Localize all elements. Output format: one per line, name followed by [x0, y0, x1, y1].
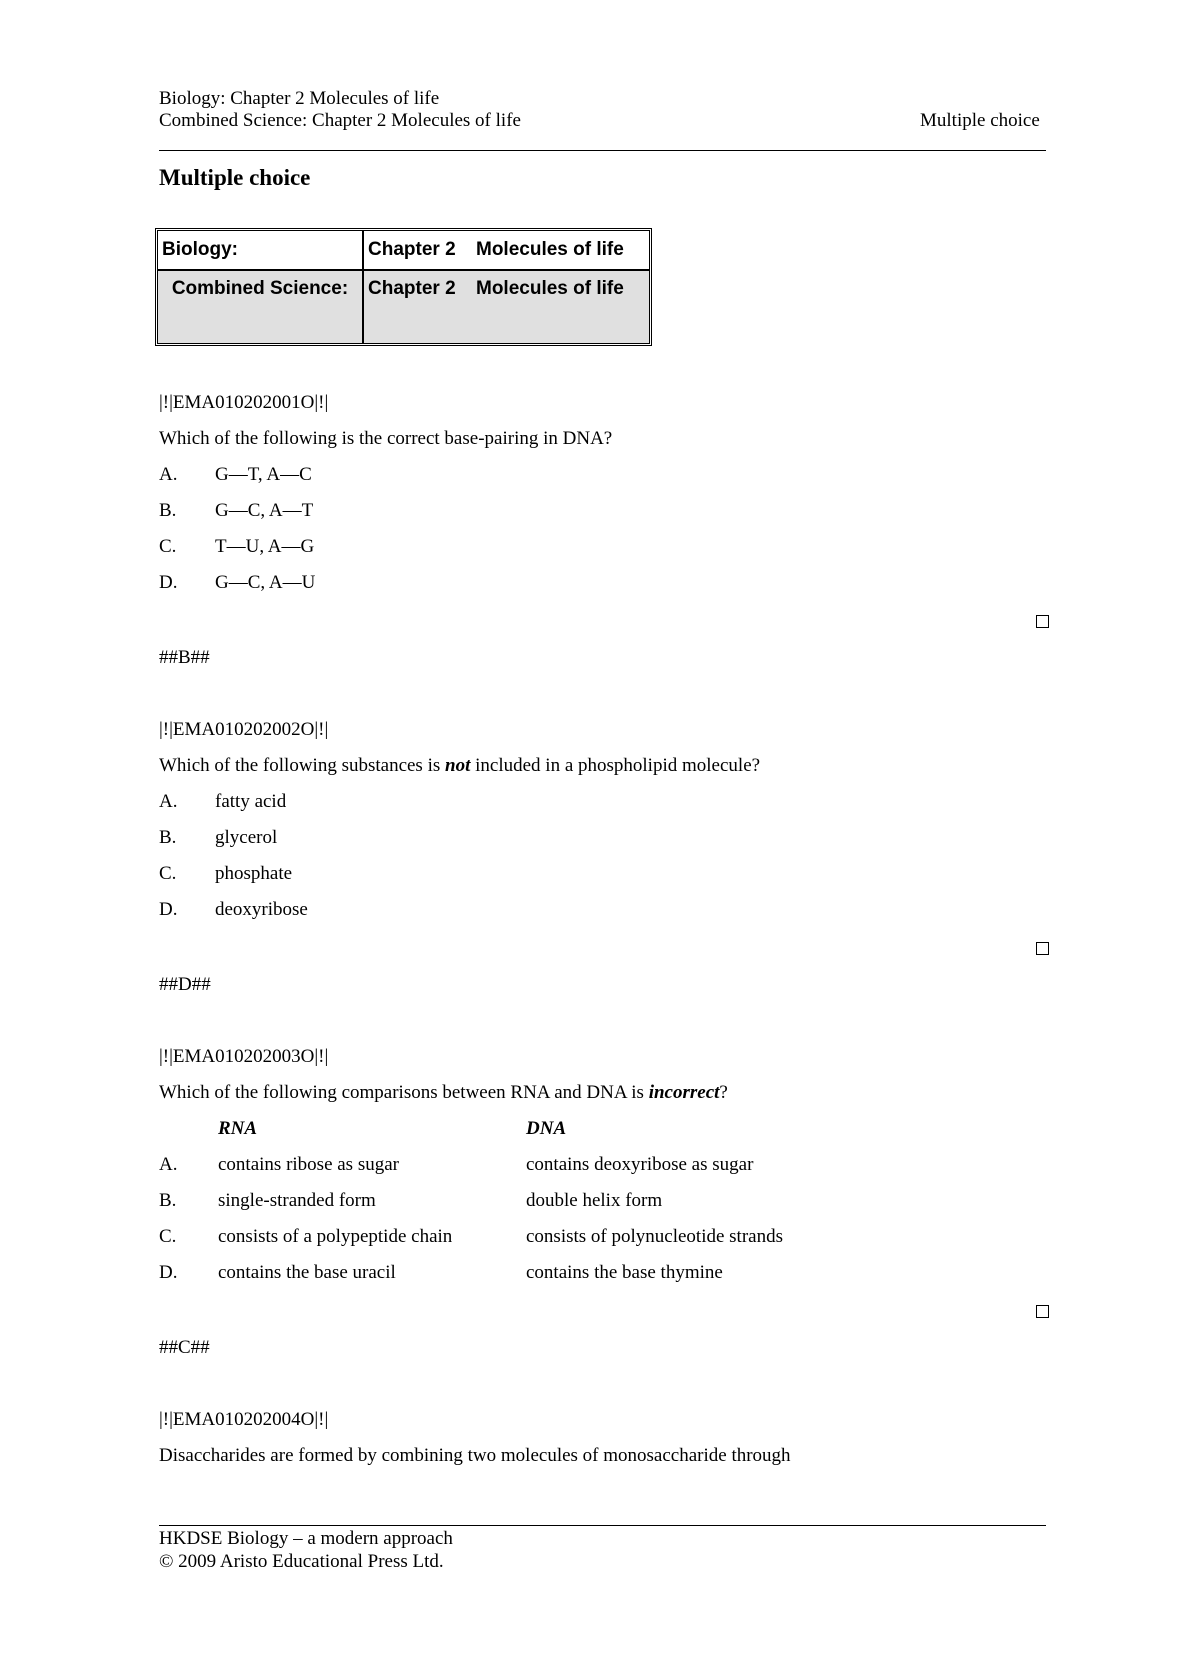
- stem-emphasis: incorrect: [648, 1082, 720, 1103]
- option-letter: A.: [159, 791, 178, 812]
- header-line-combined-science: Combined Science: Chapter 2 Molecules of life: [159, 110, 521, 131]
- option-text: T—U, A—G: [215, 536, 315, 557]
- stem-emphasis: not: [445, 755, 471, 776]
- option-dna-text: consists of polynucleotide strands: [526, 1226, 783, 1247]
- topic-cell: Molecules of life: [472, 231, 649, 271]
- table-row: [158, 271, 649, 343]
- option-dna-text: double helix form: [526, 1190, 663, 1211]
- chapter-info-table: [155, 228, 652, 346]
- question-id: |!|EMA010202003O|!|: [159, 1046, 329, 1067]
- header-line-biology: Biology: Chapter 2 Molecules of life: [159, 88, 440, 109]
- stem-text: Which of the following substances is: [159, 755, 446, 776]
- option-letter: D.: [159, 1262, 178, 1283]
- chapter-cell: Chapter 2: [364, 231, 472, 271]
- question-id: |!|EMA010202001O|!|: [159, 392, 329, 413]
- page-title: Multiple choice: [159, 165, 311, 190]
- answer-box[interactable]: [1036, 942, 1049, 955]
- subject-cell: Biology:: [158, 231, 364, 271]
- option-dna-text: contains deoxyribose as sugar: [526, 1154, 754, 1175]
- header-divider: [159, 150, 1046, 151]
- option-rna-text: consists of a polypeptide chain: [218, 1226, 453, 1247]
- option-text: fatty acid: [215, 791, 287, 812]
- option-text: G—C, A—U: [215, 572, 316, 593]
- option-text: G—T, A—C: [215, 464, 312, 485]
- question-stem: Which of the following is the correct base-pairing in DNA?: [159, 428, 613, 449]
- subject-cell: Combined Science:: [158, 271, 364, 343]
- option-letter: B.: [159, 500, 177, 521]
- question-stem: [159, 1083, 728, 1102]
- answer-key: ##D##: [159, 974, 211, 995]
- stem-text: Which of the following comparisons between RNA and DNA is: [159, 1082, 649, 1103]
- answer-box[interactable]: [1036, 1305, 1049, 1318]
- question-id: |!|EMA010202004O|!|: [159, 1409, 329, 1430]
- option-letter: B.: [159, 1190, 177, 1211]
- table-row: [158, 231, 649, 271]
- footer-book-title: HKDSE Biology – a modern approach: [159, 1528, 453, 1549]
- option-rna-text: contains ribose as sugar: [218, 1154, 399, 1175]
- answer-box[interactable]: [1036, 615, 1049, 628]
- option-letter: C.: [159, 863, 177, 884]
- stem-text: ?: [719, 1082, 728, 1103]
- stem-text: included in a phospholipid molecule?: [470, 755, 761, 776]
- option-rna-text: single-stranded form: [218, 1190, 376, 1211]
- topic-cell: Molecules of life: [472, 271, 649, 343]
- column-header-dna: DNA: [526, 1118, 567, 1139]
- footer-divider: [159, 1525, 1046, 1526]
- answer-key: ##C##: [159, 1337, 210, 1358]
- column-header-rna: RNA: [218, 1118, 258, 1139]
- answer-key: ##B##: [159, 647, 210, 668]
- option-text: glycerol: [215, 827, 278, 848]
- footer-copyright: © 2009 Aristo Educational Press Ltd.: [159, 1551, 444, 1572]
- question-stem: Disaccharides are formed by combining two molecules of monosaccharide through: [159, 1445, 791, 1466]
- option-text: deoxyribose: [215, 899, 308, 920]
- option-letter: D.: [159, 899, 178, 920]
- option-letter: A.: [159, 464, 178, 485]
- option-text: G—C, A—T: [215, 500, 314, 521]
- header-section-label: Multiple choice: [920, 110, 1040, 131]
- option-letter: B.: [159, 827, 177, 848]
- option-letter: D.: [159, 572, 178, 593]
- option-letter: A.: [159, 1154, 178, 1175]
- option-rna-text: contains the base uracil: [218, 1262, 396, 1283]
- chapter-cell: Chapter 2: [364, 271, 472, 343]
- option-dna-text: contains the base thymine: [526, 1262, 723, 1283]
- question-stem: [159, 756, 760, 775]
- option-letter: C.: [159, 1226, 177, 1247]
- option-letter: C.: [159, 536, 177, 557]
- option-text: phosphate: [215, 863, 293, 884]
- question-id: |!|EMA010202002O|!|: [159, 719, 329, 740]
